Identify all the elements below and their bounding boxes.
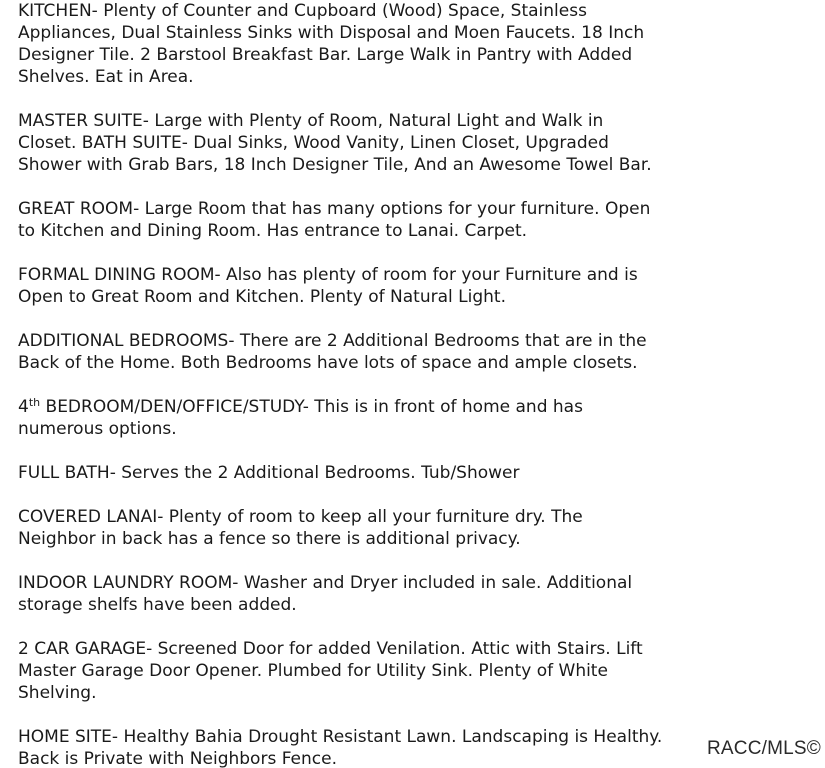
laundry-paragraph [18, 572, 808, 616]
text-line: GREAT ROOM- Large Room that has many options for your furniture. Open [18, 199, 651, 219]
text-line: ADDITIONAL BEDROOMS- There are 2 Additional Bedrooms that are in the [18, 331, 647, 351]
text-line: FULL BATH- Serves the 2 Additional Bedrooms. Tub/Shower [18, 463, 520, 483]
text-line: Master Garage Door Opener. Plumbed for Utility Sink. Plenty of White [18, 661, 608, 681]
text-line: MASTER SUITE- Large with Plenty of Room, Natural Light and Walk in [18, 111, 604, 131]
text-line: Shelving. [18, 683, 97, 703]
text-line: HOME SITE- Healthy Bahia Drought Resistant Lawn. Landscaping is Healthy. [18, 727, 663, 747]
text-line [18, 396, 808, 418]
formal-dining-paragraph [18, 264, 808, 308]
text-line: Shelves. Eat in Area. [18, 67, 194, 87]
text-line: Neighbor in back has a fence so there is additional privacy. [18, 529, 521, 549]
kitchen-paragraph [18, 0, 808, 88]
additional-bedrooms-paragraph [18, 330, 808, 374]
bedroom-number: 4 [18, 397, 29, 417]
text-line: Open to Great Room and Kitchen. Plenty of Natural Light. [18, 287, 506, 307]
covered-lanai-paragraph [18, 506, 808, 550]
text-line: 2 CAR GARAGE- Screened Door for added Venilation. Attic with Stairs. Lift [18, 639, 643, 659]
text-line: KITCHEN- Plenty of Counter and Cupboard (Wood) Space, Stainless [18, 1, 587, 21]
text-line: Back is Private with Neighbors Fence. [18, 749, 337, 768]
text-line: FORMAL DINING ROOM- Also has plenty of room for your Furniture and is [18, 265, 638, 285]
mls-watermark: RACC/MLS© [707, 738, 821, 759]
text-line: Closet. BATH SUITE- Dual Sinks, Wood Vanity, Linen Closet, Upgraded [18, 133, 609, 153]
text-line: Designer Tile. 2 Barstool Breakfast Bar. Large Walk in Pantry with Added [18, 45, 633, 65]
text-line: Back of the Home. Both Bedrooms have lots of space and ample closets. [18, 353, 638, 373]
great-room-paragraph [18, 198, 808, 242]
text-line: to Kitchen and Dining Room. Has entrance to Lanai. Carpet. [18, 221, 528, 241]
text-line: COVERED LANAI- Plenty of room to keep all your furniture dry. The [18, 507, 583, 527]
home-site-paragraph [18, 726, 808, 768]
listing-description [18, 0, 808, 768]
full-bath-paragraph [18, 462, 808, 484]
ordinal-suffix: th [28, 396, 41, 409]
master-suite-paragraph [18, 110, 808, 176]
fourth-bedroom-paragraph [18, 396, 808, 440]
text-line: storage shelfs have been added. [18, 595, 297, 615]
text-line: Appliances, Dual Stainless Sinks with Disposal and Moen Faucets. 18 Inch [18, 23, 645, 43]
bedroom-text: BEDROOM/DEN/OFFICE/STUDY- This is in front of home and has [40, 397, 583, 417]
text-line: Shower with Grab Bars, 18 Inch Designer Tile, And an Awesome Towel Bar. [18, 155, 652, 175]
text-line: INDOOR LAUNDRY ROOM- Washer and Dryer included in sale. Additional [18, 573, 633, 593]
garage-paragraph [18, 638, 808, 704]
text-line: numerous options. [18, 419, 177, 439]
